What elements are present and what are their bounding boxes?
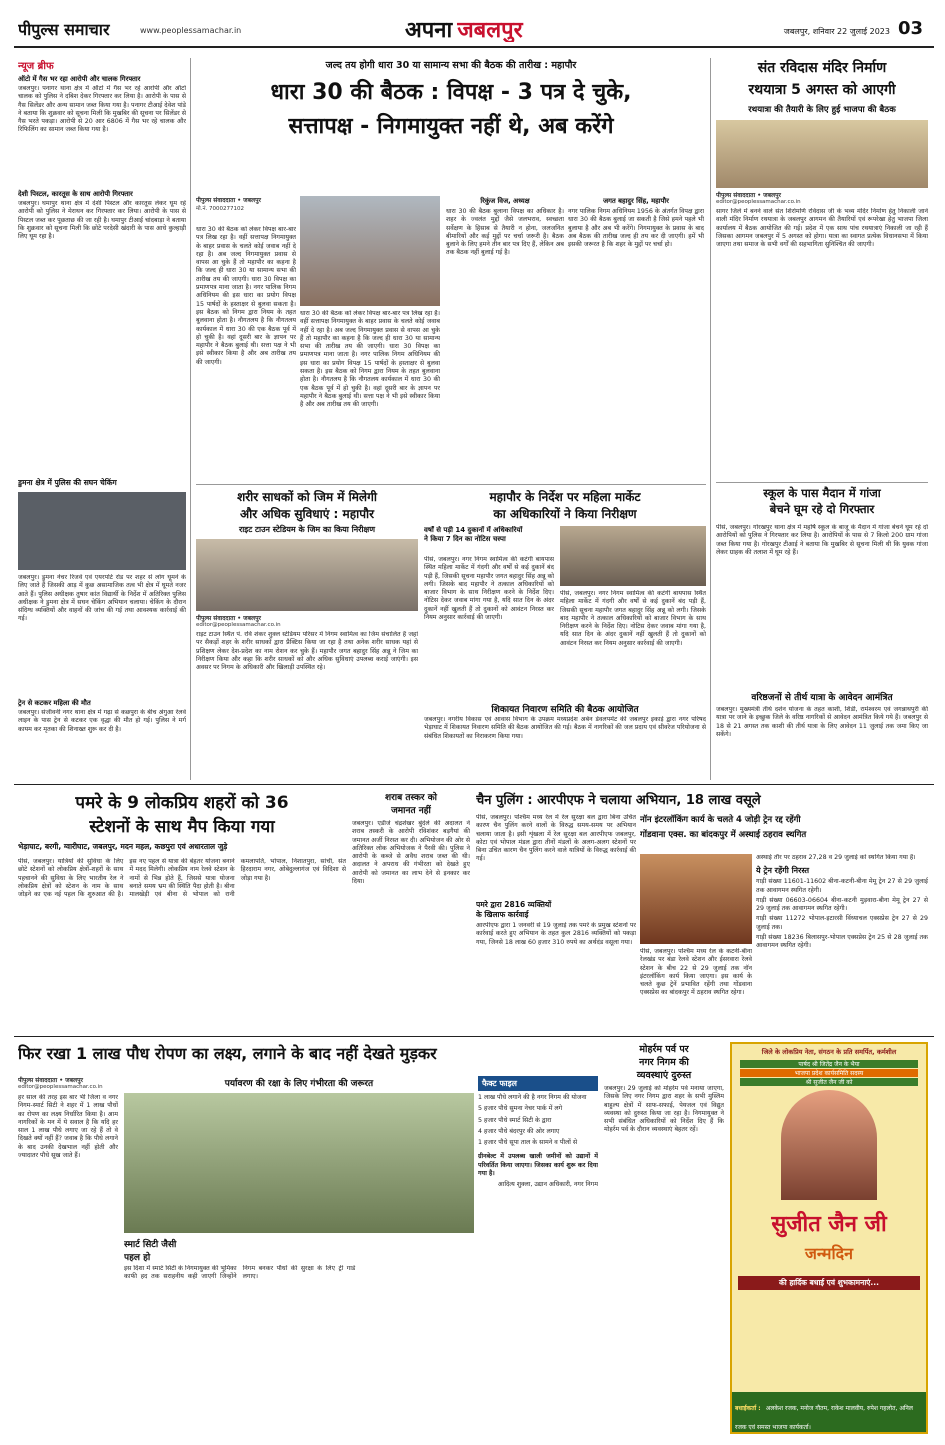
maps-headline-2: स्टेशनों के साथ मैप किया गया bbox=[89, 817, 275, 837]
plant-headline: फिर रखा 1 लाख पौध रोपण का लक्ष्य, लगाने के बाद नहीं देखते मुड़कर bbox=[18, 1044, 437, 1063]
ad-name: सुजीत जैन जी bbox=[771, 1212, 887, 1237]
market-headline-2: का अधिकारियों ने किया निरीक्षण bbox=[493, 507, 637, 521]
ravidas-photo bbox=[716, 120, 928, 188]
lead-col1 bbox=[196, 226, 296, 486]
section-rule-2 bbox=[716, 482, 928, 483]
muharram-article bbox=[604, 1042, 724, 1432]
plant-city: जबलपुर bbox=[65, 1077, 83, 1084]
checking-headline: डुमना क्षेत्र में पुलिस की सघन चेकिंग bbox=[18, 478, 117, 487]
market-headline-1: महापौर के निर्देश पर महिला मार्केट bbox=[489, 490, 641, 504]
checking-body: जबलपुर। डुमना नेचर रिजर्व एवं एयरपोर्ट रोड पर शहर से लोग घूमने के लिए जाते हैं जिसकी आड़ में कुछ असामाजिक तत्व भी क्षेत्र में घूमते नजर आते हैं। पुलिस अधीक्षक तुषार कांत विद्यार्थी के निर्देश में अतिरिक्त पुलिस अधीक्षक ने डुमना क्षेत्र में सघन चेकिंग अभियान चलाया। चेकिंग के दौरान संदिग्ध व्यक्तियों और वाहनों की जांच की गई तथा आवश्यक कार्रवाई की गई। bbox=[18, 574, 186, 623]
trains-body: पीसं, जबलपुर। पश्चिम मध्य रेल के कटनी-बीना रेलखंड पर बंडा रेलवे स्टेशन और ईसरवारा रेलवे स्टेशन के बीच 22 से 29 जुलाई तक नॉन इंटरलॉकिंग कार्य किया जाएगा। इस कार्य के चलते कुछ ट्रेनें प्रभावित रहेंगी तथा गोंडवाना एक्सप्रेस का बांदकपुर में ठहराव स्थगित रहेगा। bbox=[640, 948, 752, 997]
grievance-body: जबलपुर। नगरीय विकास एवं आवास विभाग के उपक्रम मध्यप्रदेश अर्बन डेवलपमेंट की जबलपुर इकाई द्वारा नगर परिषद भेड़ाघाट में शिकायत निवारण समिति की बैठक आयोजित की गई। बैठक में नागरिकों की जल प्रदाय एवं सीवरेज परियोजना से संबंधित शिकायतों का निराकरण किया गया। bbox=[424, 716, 706, 740]
ad-occasion: जन्मदिन bbox=[804, 1244, 854, 1263]
pilgrim-article bbox=[716, 690, 928, 782]
brief-item-2-body: जबलपुर। घमापुर थाना क्षेत्र में देशी पिस्टल और कारतूस लेकर घूम रहे आरोपी को पुलिस ने मेराथन कर गिरफ्तार कर लिया। आरोपी के पास से पिस्टल जब्त कर पूछताछ की जा रही है। घमापुर टीआई चांदबाड़ा ने बताया कि शुक्रवार को सूचना मिली कि छोटे परदेसी खंदारी के पास आधे कुल्हाड़ी लिए घूम रहा है। bbox=[18, 200, 186, 241]
ravidas-headline-1: संत रविदास मंदिर निर्माण bbox=[757, 60, 887, 76]
lead-col2 bbox=[300, 310, 440, 486]
market-body-cont: पीसं, जबलपुर। नगर निगम स्वामित्व की कटंगी बायपास स्थित महिला मार्केट में गंदगी और वर्षों से कई दुकानें बंद पड़ी हैं, जिसकी सूचना महापौर जगत बहादुर सिंह अन्नू को लगी। जिसके बाद महापौर ने तत्काल अधिकारियों को बाजार विभाग के साथ निरीक्षण करने के निर्देश दिए। नोटिस देकर जवाब मांगा गया है, यदि सात दिन के अंदर दुकानें नहीं खुलती हैं तो दुकानों को आवंटन निरस्त कर नियम अनुसार कार्रवाई की जाएगी। bbox=[560, 590, 706, 647]
trains-body-wrap bbox=[640, 948, 752, 1030]
rpf-body: पीसं, जबलपुर। पश्चिम मध्य रेल में रेल सुरक्षा बल द्वारा बिना उचित कारण चैन पुलिंग करने वालों के विरुद्ध समय-समय पर अभियान चलाया जाता है। इसी शृंखला में रेल सुरक्षा बल आरपीएफ जबलपुर, कोटा एवं भोपाल मंडल द्वारा तीनों मंडलों के अलग-अलग स्टेशनों पर बिना उचित कारण चैन पुलिंग करने वाले यात्रियों के विरुद्ध कार्रवाई की गई। bbox=[476, 814, 636, 863]
masthead-rule bbox=[14, 46, 934, 48]
ganja-article bbox=[716, 486, 928, 686]
fact-5: 1 हजार पौधे सूपा ताल के सामने व पीलों से bbox=[478, 1139, 578, 1147]
rpf-box-title-2: के खिलाफ कार्रवाई bbox=[476, 910, 529, 919]
ravidas-headline-2: रथयात्रा 5 अगस्त को आएगी bbox=[748, 82, 896, 98]
maps-body: पीसं, जबलपुर। यात्रियों की सुविधा के लिए छोटे स्टेशनों को लोकप्रिय क्षेत्रों-शहरों के साथ पहचानने की सुविधा के लिए भारतीय रेल ने लोकप्रिय क्षेत्रों को स्टेशन के नाम के साथ जोड़ने का एक नई पहल कि शुरुआत की है। इस नए पहल से यात्रा की बेहतर योजना बनाने में मदद मिलेगी। लोकप्रिय नाम रेलवे स्टेशन के नामों से भिन्न होते हैं, जिससे यात्रा योजना बनाते समय भ्रम की स्थिति पैदा होती है। बीना मालखेड़ी एवं बीना से भोपाल को रानी कमलापति, भोपाल, निशातपुरा, सांची, संत हिरदाराम नगर, ओबेदुल्लागंज एवं विदिशा से जोड़ा गया है। bbox=[18, 858, 346, 899]
market-body: पीसं, जबलपुर। नगर निगम स्वामित्व की कटंगी बायपास स्थित महिला मार्केट में गंदगी और वर्षों से कई दुकानें बंद पड़ी हैं, जिसकी सूचना महापौर जगत बहादुर सिंह अन्नू को लगी। जिसके बाद महापौर ने तत्काल अधिकारियों को बाजार विभाग के साथ निरीक्षण करने के निर्देश दिए। नोटिस देकर जवाब मांगा गया है, यदि सात दिन के अंदर दुकानें नहीं खुलती हैं तो दुकानों को आवंटन निरस्त कर नियम अनुसार कार्रवाई की जाएगी। bbox=[424, 556, 554, 622]
paper-name: पीपुल्स समाचार bbox=[18, 20, 110, 39]
news-brief bbox=[18, 58, 186, 468]
gym-city: जबलपुर bbox=[243, 615, 261, 622]
ad-line3: भाजपा प्रदेश कार्यसमिति सदस्य bbox=[740, 1069, 918, 1077]
trains-headlines bbox=[640, 814, 928, 850]
trains-list bbox=[756, 854, 928, 1030]
train-item-4: गाड़ी संख्या 18236 बिलासपुर-भोपाल एक्सप्रेस ट्रेन 25 से 28 जुलाई तक आवागमन स्थगित रहेगी। bbox=[756, 934, 928, 950]
smart-city-body: इस दिशा में स्मार्ट सिटी के निगमायुक्त की भूमिका काफी हद तक सराहनीय कही जाएगी जिन्होंने निगम बनकर पौधों की सुरक्षा के लिए ट्री गार्ड लगाए। bbox=[124, 1265, 356, 1281]
trains-headline-2: गोंडवाना एक्स. का बांदकपुर में अस्थाई ठहराव स्थगित bbox=[640, 830, 807, 840]
checking-photo bbox=[18, 492, 186, 570]
ad-line2: पार्षद श्री जितेंद्र जैन के भैया bbox=[740, 1060, 918, 1068]
brief-item-2-title: देशी पिस्टल, कारतूस के साथ आरोपी गिरफ्तार bbox=[18, 190, 133, 198]
gym-email: editor@peoplessamachar.co.in bbox=[196, 622, 281, 628]
ganja-headline-2: बेचने घूम रहे दो गिरफ्तार bbox=[769, 502, 875, 516]
col-rule-mid bbox=[710, 58, 711, 780]
grievance-headline: शिकायत निवारण समिति की बैठक आयोजित bbox=[491, 705, 639, 715]
page-number: 03 bbox=[898, 18, 924, 39]
quote-text: ग्रीनबेल्ट में उपलब्ध खाली जमीनों को उद्यानों में परिवर्तित किया जाएगा। जिसका कार्य शुरू कर दिया गया है। bbox=[478, 1153, 598, 1178]
opinion-2-body: नगर पालिक निगम अधिनियम 1956 के अंतर्गत विपक्ष द्वारा धारा 30 की बैठक बुलाई जा सकती है जिसे हमने पहले भी बुलाया है और अब भी करेंगे। निगमायुक्त के प्रवास के बाद अब बैठक की तारीख जल्द ही तय कर दी जाएगी। हमें भी इसकी जरूरत है कि शहर के मुद्दों पर चर्चा हो। bbox=[568, 208, 704, 249]
lead-headline-line2: सत्तापक्ष - निगमायुक्त नहीं थे, अब करेंगे bbox=[288, 114, 614, 139]
section-title bbox=[405, 14, 605, 42]
liquor-body: जबलपुर। एडीजे चंद्रशेखर बुंदेले की अदालत ने शराब तस्करी के आरोपी रविशंकर बड़गैयां की जमानत अर्जी निरस्त कर दी। अभियोजन की ओर से अतिरिक्त लोक अभियोजक ने पैरवी की। पुलिस ने आरोपी के कब्जे से अवैध शराब जब्त की थी। अदालत ने अपराध की गंभीरता को देखते हुए आरोपी को जमानत का लाभ देने से इनकार कर दिया। bbox=[352, 820, 470, 886]
liquor-headline-2: जमानत नहीं bbox=[391, 806, 431, 816]
train-body: जबलपुर। संजीवनी नगर थाना क्षेत्र में गढ़ा से कछपुरा के बीच अंगुआ रेलवे लाइन के पास ट्रेन से कटकर एक वृद्धा की मौत हो गई। पुलिस ने मर्ग कायम कर मृतका की शिनाख्त शुरू कर दी है। bbox=[18, 709, 186, 733]
plant-photo bbox=[124, 1093, 474, 1233]
plant-col1: पीपुल्स संवाददाता • जबलपुर editor@peoplessamachar.co.in हर साल की तरह इस बार भी जिला व नगर निगम-स्मार्ट सिटी ने शहर में 1 लाख पौधों का रोपण का लक्ष्य निर्धारित किया है। आम नागरिकों के मन में ये सवाल है कि यदि हर साल 1 लाख पौधे लगाए जा रहे हैं तो वे दिखते क्यों नहीं हैं? जवाब है कि पौधे लगाने के बाद उनकी देखभाल नहीं होती और ज्यादातर पौधे सूख जाते हैं। bbox=[18, 1076, 118, 1432]
news-brief-label: न्यूज ब्रीफ bbox=[18, 61, 54, 72]
opinion-2-name: जगत बहादुर सिंह, महापौर bbox=[603, 197, 669, 205]
municipal-building-photo bbox=[300, 196, 440, 306]
ravidas-article: संत रविदास मंदिर निर्माण रथयात्रा 5 अगस्त को आएगी रथयात्रा की तैयारी के लिए हुई भाजपा की बैठक पीपुल्स संवाददाता • जबलपुर editor@peoplessamachar.co.in सागर जिले में बनने वाले संत शिरोमणि रविदास जी के भव्य मंदिर निर्माण हेतु निकाली जाने वाली मंदिर निर्माण रथयात्रा के जबलपुर आगमन की तैयारियों एवं रूपरेखा हेतु भाजपा जिला कार्यालय में बैठक आयोजित की गई। प्रदेश में एक साथ पांच रथयात्राएं निकाली जा रही हैं जिसका आगमन जबलपुर में 5 अगस्त को होगा। यात्रा का स्वागत प्रत्येक विधानसभा में किया जाएगा तथा समाज के सभी वर्गों की सहभागिता सुनिश्चित की जाएगी। bbox=[716, 58, 928, 478]
birthday-ad bbox=[730, 1042, 928, 1434]
train-headline: ट्रेन से कटकर महिला की मौत bbox=[18, 699, 91, 707]
lead-body: धारा 30 की बैठक को लेकर विपक्ष बार-बार पत्र लिख रहा है। वहीं सत्तापक्ष निगमायुक्त के बाहर प्रवास के चलते कोई जवाब नहीं दे रहा है। अब जल्द निगमायुक्त प्रवास से वापस आ चुके हैं तो महापौर का कहना है कि जल्द ही धारा 30 या सामान्य सभा की तारीख तय की जाएगी। धारा 30 विपक्ष का प्रमाणपत्र माना जाता है। नगर पालिक निगम अधिनियम की इस धारा का प्रयोग विपक्ष 15 पार्षदों के हस्ताक्षर से बुलवा सकता है। इस बैठक को निगम द्वारा नियम के तहत बुलवाना होता है। नौगतलय है कि नौगतलय कार्यकाल में धारा 30 की एक बैठक पूर्व में हो चुकी है। वहां दूसरी बार के ज्ञापन पर महापौर ने बैठक बुलाई थी। सत्ता पक्ष ने भी इसे स्वीकार किया है और अब तारीख तय की जाएगी। bbox=[196, 226, 296, 366]
lead-headline-line1: धारा 30 की बैठक : विपक्ष - 3 पत्र दे चुके, bbox=[270, 80, 632, 105]
plant-body: हर साल की तरह इस बार भी जिला व नगर निगम-स्मार्ट सिटी ने शहर में 1 लाख पौधों का रोपण का लक्ष्य निर्धारित किया है। आम नागरिकों के मन में ये सवाल है कि यदि हर साल 1 लाख पौधे लगाए जा रहे हैं तो वे दिखते क्यों नहीं हैं? जवाब है कि पौधे लगाने के बाद उनकी देखभाल नहीं होती और ज्यादातर पौधे सूख जाते हैं। bbox=[18, 1094, 118, 1160]
train-item-2: गाड़ी संख्या 06603-06604 बीना-कटनी मुड़वारा-बीना मेमू ट्रेन 27 से 29 जुलाई तक आवागमन स्थगित रहेगी। bbox=[756, 896, 928, 913]
fact-3: 5 हजार पौधे स्मार्ट सिटी के द्वारा bbox=[478, 1116, 552, 1124]
ad-wishes: की हार्दिक बधाई एवं शुभकामनाएं... bbox=[738, 1276, 920, 1290]
ganja-headline-1: स्कूल के पास मैदान में गांजा bbox=[763, 486, 881, 500]
ad-from: अलकेश रजक, मनोज गौतम, राकेश मालवीय, रुपेश गहलोत, अनिल रजक एवं समस्त भाजपा कार्यकर्ता। bbox=[735, 1405, 913, 1431]
market-photo bbox=[560, 526, 706, 586]
smart-city-headline-1: स्मार्ट सिटी जैसी bbox=[124, 1240, 177, 1250]
trains-list-title: ये ट्रेन रहेंगी निरस्त bbox=[756, 866, 810, 876]
fact-file bbox=[478, 1076, 598, 1432]
issue-date: जबलपुर, शनिवार 22 जुलाई 2023 bbox=[783, 27, 890, 36]
fact-1: 1 लाख पौधे लगाने की है नगर निगम की योजना bbox=[478, 1094, 587, 1101]
opinion-1 bbox=[446, 196, 564, 486]
rpf-headline: चैन पुलिंग : आरपीएफ ने चलाया अभियान, 18 लाख वसूले bbox=[476, 793, 761, 808]
maps-article bbox=[18, 790, 346, 1030]
lead-byline: पीपुल्स संवाददाता • जबलपुर मो.नं. 7000277102 bbox=[196, 196, 296, 220]
opinion-2 bbox=[568, 196, 704, 486]
plant-bureau: पीपुल्स संवाददाता bbox=[18, 1077, 58, 1084]
ravidas-city: जबलपुर bbox=[763, 192, 781, 199]
market-deck-1: वर्षों से पड़ी 14 दुकानों में अधिकारियों bbox=[424, 526, 523, 534]
ravidas-bureau: पीपुल्स संवाददाता bbox=[716, 192, 756, 199]
opinion-1-body: धारा 30 की बैठक बुलाना विपक्ष का अधिकार है। शहर के ज्वलंत मुद्दों जैसे जलभराव, स्वच्छता सर्वेक्षण के हिसाब से तैयारी न होना, जलजनित बीमारियों और कई मुद्दों पर चर्चा जरूरी है। बैठक बुलाने के लिए हमने तीन बार पत्र दिए हैं, लेकिन अब तक बैठक नहीं बुलाई गई है। bbox=[446, 208, 564, 257]
plant-mid bbox=[124, 1076, 474, 1432]
muharram-headline-2: नगर निगम की bbox=[639, 1057, 689, 1068]
fact-2: 5 हजार पौधे सुमना नेचर पार्क में लगे bbox=[478, 1105, 563, 1113]
ganja-body: पीसं, जबलपुर। गोरखपुर थाना क्षेत्र में महर्षि स्कूल के बाजू के मैदान में गांजा बेचने घूम रहे दो आरोपियों को पुलिस ने गिरफ्तार कर लिया है। आरोपियों के पास से 7 किलो 200 ग्राम गांजा जब्त किया गया है। गोरखपुर टीआई ने बताया कि मुखबिर से सूचना मिली थी कि युवक गांजा लेकर ग्राहक की तलाश में घूम रहे हैं। bbox=[716, 524, 928, 556]
lead-city: जबलपुर bbox=[243, 197, 261, 204]
ad-line4: श्री सुजीत जैन जी को bbox=[740, 1078, 918, 1086]
gym-subhead: राइट टाउन स्टेडियम के जिम का किया निरीक्षण bbox=[238, 525, 376, 534]
lead-photo bbox=[300, 196, 440, 306]
plant-subhead: पर्यावरण की रक्षा के लिए गंभीरता की जरूरत bbox=[224, 1079, 374, 1089]
pilgrim-headline: वरिष्ठजनों से तीर्थ यात्रा के आवेदन आमंत्रित bbox=[751, 693, 893, 703]
brief-item-1-title: ऑटो में गैस भर रहा आरोपी और चालक गिरफ्तार bbox=[18, 75, 141, 83]
section-rule-4 bbox=[14, 1036, 934, 1037]
lead-mobile: मो.नं. 7000277102 bbox=[196, 206, 245, 212]
gym-photo bbox=[196, 539, 418, 611]
liquor-article bbox=[352, 790, 470, 1030]
plant-email: editor@peoplessamachar.co.in bbox=[18, 1084, 103, 1090]
trains-intro: अस्थाई तौर पर ठहराव 27,28 व 29 जुलाई को स्थगित किया गया है। bbox=[756, 854, 916, 861]
maps-headline-1: पमरे के 9 लोकप्रिय शहरों को 36 bbox=[75, 793, 289, 813]
ad-top-text: जिले के लोकप्रिय नेता, संगठन के प्रति समर्पित, कर्मशील bbox=[761, 1048, 897, 1056]
section-rule-3 bbox=[14, 784, 934, 785]
ad-from-label: बधाईकर्ता : bbox=[735, 1405, 761, 1412]
muharram-headline-1: मोहर्रम पर्व पर bbox=[639, 1044, 689, 1055]
market-deck bbox=[424, 526, 554, 552]
lead-bureau: पीपुल्स संवाददाता bbox=[196, 197, 236, 204]
masthead bbox=[0, 0, 945, 52]
gym-headline-2: और अधिक सुविधाएं : महापौर bbox=[239, 507, 375, 521]
ravidas-email: editor@peoplessamachar.co.in bbox=[716, 199, 801, 205]
train-item-1: गाड़ी संख्या 11601-11602 बीना-कटनी-बीना मेमू ट्रेन 27 से 29 जुलाई तक आवागमन स्थगित रहेगी। bbox=[756, 878, 928, 894]
trains-headline-1: नॉन इंटरलॉकिंग कार्य के चलते 4 जोड़ी ट्रेन रद्द रहेंगी bbox=[640, 815, 801, 825]
liquor-headline-1: शराब तस्कर को bbox=[384, 793, 437, 803]
market-article bbox=[424, 488, 706, 780]
checking-article bbox=[18, 478, 186, 778]
website: www.peoplessamachar.in bbox=[140, 26, 242, 35]
rpf-body-wrap bbox=[476, 814, 636, 1030]
ravidas-body: सागर जिले में बनने वाले संत शिरोमणि रविदास जी के भव्य मंदिर निर्माण हेतु निकाली जाने वाली मंदिर निर्माण रथयात्रा के जबलपुर आगमन की तैयारियों एवं रूपरेखा हेतु भाजपा जिला कार्यालय में बैठक आयोजित की गई। प्रदेश में एक साथ पांच रथयात्राएं निकाली जा रही हैं जिसका आगमन जबलपुर में 5 अगस्त को होगा। यात्रा का स्वागत प्रत्येक विधानसभा में किया जाएगा तथा समाज के सभी वर्गों की सहभागिता सुनिश्चित की जाएगी। bbox=[716, 208, 928, 249]
gym-article: शरीर साधकों को जिम में मिलेगी और अधिक सुविधाएं : महापौर राइट टाउन स्टेडियम के जिम का किया निरीक्षण पीपुल्स संवाददाता • जबलपुर editor@peoplessamachar.co.in राइट टाउन स्थित पं. रवि शंकर शुक्ल स्टेडियम परिसर में निगम स्वामित्व का जिम संचालित है जहां पर सैकड़ों शहर के शरीर साधकों द्वारा प्रैक्टिस किया जा रहा है तथा अनेक शरीर साधक यहां से प्रशिक्षण लेकर देश-प्रदेश का नाम रोशन कर चुके हैं। महापौर जगत बहादुर सिंह अन्नू ने जिम का निरीक्षण किया और कहा कि शरीर साधकों को और अधिक सुविधाएं उपलब्ध कराई जाएंगी। इस अवसर पर निगम के अधिकारी और खिलाड़ी उपस्थित रहे। bbox=[196, 488, 418, 780]
train-item-3: गाड़ी संख्या 11272 भोपाल-इटारसी विंध्याचल एक्सप्रेस ट्रेन 27 से 29 जुलाई तक। bbox=[756, 915, 928, 931]
muharram-headline-3: व्यवस्थाएं दुरुस्त bbox=[636, 1070, 692, 1081]
smart-city-headline-2: पहल हो bbox=[124, 1253, 151, 1263]
plant-headline-wrap bbox=[18, 1042, 598, 1070]
market-deck-2: ने किया 7 दिन का नोटिस चस्पा bbox=[424, 535, 506, 543]
pilgrim-body: जबलपुर। मुख्यमंत्री तीर्थ दर्शन योजना के तहत काशी, शिर्डी, रामेश्वरम एवं जगन्नाथपुरी की यात्रा पर जाने के इच्छुक जिले के वरिष्ठ नागरिकों से आवेदन आमंत्रित किये गये हैं। जबलपुर से 18 से 21 अगस्त तक काशी की तीर्थ यात्रा के लिए आवेदन 11 जुलाई तक जमा किए जा सकेंगे। bbox=[716, 706, 928, 738]
lead-body-cont: धारा 30 की बैठक को लेकर विपक्ष बार-बार पत्र लिख रहा है। वहीं सत्तापक्ष निगमायुक्त के बाहर प्रवास के चलते कोई जवाब नहीं दे रहा है। अब जल्द निगमायुक्त प्रवास से वापस आ चुके हैं तो महापौर का कहना है कि जल्द ही धारा 30 या सामान्य सभा की तारीख तय की जाएगी। धारा 30 विपक्ष का प्रमाणपत्र माना जाता है। नगर पालिक निगम अधिनियम की इस धारा का प्रयोग विपक्ष 15 पार्षदों के हस्ताक्षर से बुलवा सकता है। इस बैठक को निगम द्वारा नियम के तहत बुलवाना होता है। नौगतलय है कि नौगतलय कार्यकाल में धारा 30 की एक बैठक पूर्व में हो चुकी है। वहां दूसरी बार के ज्ञापन पर महापौर ने बैठक बुलाई थी। सत्ता पक्ष ने भी इसे स्वीकार किया है और अब तारीख तय की जाएगी। bbox=[300, 310, 440, 409]
brief-item-1-body: जबलपुर। पनागर थाना क्षेत्र में ऑटो में गैस भर रहे आरोपी और ऑटो चालक को पुलिस ने दबिश देकर गिरफ्तार कर लिया है। आरोपी के पास से गैस सिलेंडर और अन्य सामान जब्त किया गया है। पनागर टीआई देवेश पांडे ने बताया कि शुक्रवार को सूचना मिली कि मुखबिर की सूचना पर सिलेंडर से गैस भरते पकड़ा। आरोपी से 20 आर 6806 में गैस भर रहे चालक और रिफिलिंग का सामान जब्त किया गया है। bbox=[18, 85, 186, 134]
section-prefix: अपना bbox=[405, 18, 453, 42]
gym-bureau: पीपुल्स संवाददाता bbox=[196, 615, 236, 622]
fact-file-title: फैक्ट फाइल bbox=[478, 1076, 598, 1091]
section-city: जबलपुर bbox=[457, 18, 523, 42]
gym-body: राइट टाउन स्थित पं. रवि शंकर शुक्ल स्टेडियम परिसर में निगम स्वामित्व का जिम संचालित है जहां पर सैकड़ों शहर के शरीर साधकों द्वारा प्रैक्टिस किया जा रहा है तथा अनेक शरीर साधक यहां से प्रशिक्षण लेकर देश-प्रदेश का नाम रोशन कर चुके हैं। महापौर जगत बहादुर सिंह अन्नू ने जिम का निरीक्षण किया और कहा कि शरीर साधकों को और अधिक सुविधाएं उपलब्ध कराई जाएंगी। इस अवसर पर निगम के अधिकारी और खिलाड़ी उपस्थित रहे। bbox=[196, 631, 418, 672]
ravidas-subhead: रथयात्रा की तैयारी के लिए हुई भाजपा की बैठक bbox=[748, 105, 896, 115]
section-rule-1 bbox=[196, 484, 706, 485]
opinion-1-name: रिकुंज विज, अध्यक्ष bbox=[480, 197, 530, 205]
rpf-box-title-1: पमरे द्वारा 2816 व्यक्तियों bbox=[476, 900, 552, 909]
fact-4: 4 हजार पौधे बंदरपुर की ओर लगाए bbox=[478, 1127, 560, 1135]
ad-footer bbox=[732, 1392, 926, 1432]
maps-subhead: भेड़ाघाट, बरगी, ग्वारीघाट, जबलपुर, मदन महल, कछपुरा एवं अधारताल जुड़े bbox=[18, 842, 228, 851]
rpf-box-body: आरपीएफ द्वारा 1 जनवरी से 19 जुलाई तक पमरे के प्रमुख स्टेशनों पर कार्रवाई करते हुए अभियान के तहत कुल 2816 व्यक्तियों को पकड़ा गया, जिनसे 18 लाख 60 हजार 310 रुपये का अर्थदंड वसूला गया। bbox=[476, 922, 636, 946]
muharram-body: जबलपुर। 29 जुलाई को मोहर्रम पर्व मनाया जाएगा, जिसके लिए नगर निगम द्वारा शहर के सभी मुस्लिम बाहुल्य क्षेत्रों में साफ-सफाई, पेयजल एवं विद्युत व्यवस्था को दुरुस्त किया जा रहा है। निगमायुक्त ने सभी संबंधित अधिकारियों को निर्देश दिए हैं कि मोहर्रम पर्व के दौरान व्यवस्थाएं बेहतर रहें। bbox=[604, 1085, 724, 1134]
lead-kicker: जल्द तय होगी धारा 30 या सामान्य सभा की बैठक की तारीख : महापौर bbox=[325, 60, 577, 71]
ad-portrait bbox=[781, 1090, 877, 1200]
col-rule-left bbox=[190, 58, 191, 780]
rpf-article bbox=[476, 790, 928, 810]
quote-author: आदित्य शुक्ला, उद्यान अधिकारी, नगर निगम bbox=[497, 1181, 598, 1189]
gym-headline-1: शरीर साधकों को जिम में मिलेगी bbox=[237, 490, 377, 504]
locomotive-photo bbox=[640, 854, 752, 944]
